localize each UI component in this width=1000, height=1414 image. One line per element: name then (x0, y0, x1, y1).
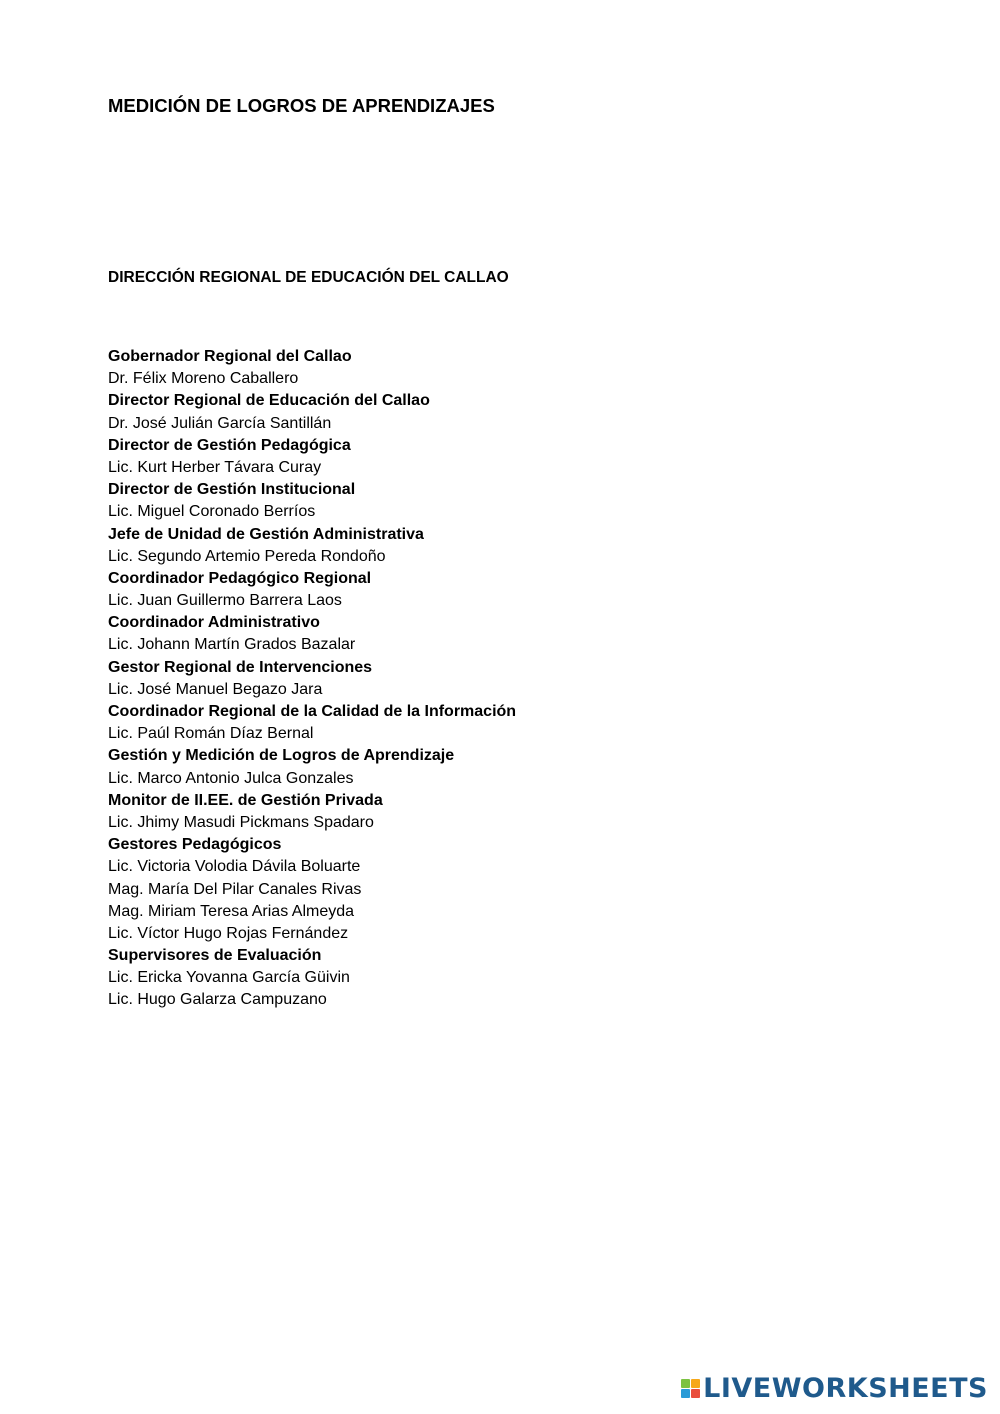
logo-square (691, 1379, 700, 1388)
staff-member-name: Lic. Jhimy Masudi Pickmans Spadaro (108, 813, 374, 831)
staff-role-heading: Gobernador Regional del Callao (108, 348, 352, 365)
staff-member-name: Lic. Marco Antonio Julca Gonzales (108, 769, 354, 787)
staff-member-name: Lic. Kurt Herber Távara Curay (108, 458, 322, 476)
staff-member-name: Lic. Ericka Yovanna García Güivin (108, 969, 350, 987)
staff-role-heading: Jefe de Unidad de Gestión Administrativa (108, 525, 424, 543)
staff-role-heading: Coordinador Regional de la Calidad de la Información (108, 703, 517, 720)
staff-list (108, 346, 516, 1012)
logo-square (681, 1379, 690, 1388)
staff-member-name: Lic. Victoria Volodia Dávila Boluarte (108, 858, 361, 876)
logo-square (691, 1389, 700, 1398)
staff-member-name: Lic. Paúl Román Díaz Bernal (108, 725, 314, 743)
staff-role-heading: Supervisores de Evaluación (108, 947, 322, 965)
staff-member-name: Lic. Juan Guillermo Barrera Laos (108, 592, 342, 610)
staff-role-heading: Director de Gestión Institucional (108, 481, 356, 499)
staff-role-heading: Coordinador Administrativo (108, 614, 320, 632)
liveworksheets-logo-icon (681, 1379, 700, 1398)
staff-member-name: Lic. Víctor Hugo Rojas Fernández (108, 924, 349, 942)
staff-member-name: Dr. Félix Moreno Caballero (108, 370, 299, 388)
page-title: MEDICIÓN DE LOGROS DE APRENDIZAJES (108, 95, 495, 116)
staff-member-name: Lic. Segundo Artemio Pereda Rondoño (108, 547, 386, 565)
brand-text: LIVEWORKSHEETS (703, 1373, 988, 1404)
staff-role-heading: Gestión y Medición de Logros de Aprendizaje (108, 747, 455, 765)
staff-member-name: Lic. José Manuel Begazo Jara (108, 680, 323, 698)
staff-role-heading: Gestores Pedagógicos (108, 836, 282, 854)
staff-member-name: Mag. Miriam Teresa Arias Almeyda (108, 902, 355, 920)
staff-member-name: Lic. Johann Martín Grados Bazalar (108, 636, 356, 654)
document-subtitle: DIRECCIÓN REGIONAL DE EDUCACIÓN DEL CALLAO (108, 269, 509, 286)
staff-role-heading: Director Regional de Educación del Callao (108, 392, 430, 410)
staff-role-heading: Coordinador Pedagógico Regional (108, 569, 372, 587)
staff-role-heading: Director de Gestión Pedagógica (108, 436, 351, 454)
logo-square (681, 1389, 690, 1398)
staff-member-name: Lic. Hugo Galarza Campuzano (108, 991, 327, 1009)
staff-member-name: Dr. José Julián García Santillán (108, 414, 332, 432)
staff-role-heading: Gestor Regional de Intervenciones (108, 658, 373, 676)
staff-role-heading: Monitor de II.EE. de Gestión Privada (108, 791, 383, 809)
liveworksheets-brand[interactable] (681, 1373, 988, 1404)
staff-member-name: Mag. María Del Pilar Canales Rivas (108, 880, 362, 898)
staff-member-name: Lic. Miguel Coronado Berríos (108, 503, 316, 521)
